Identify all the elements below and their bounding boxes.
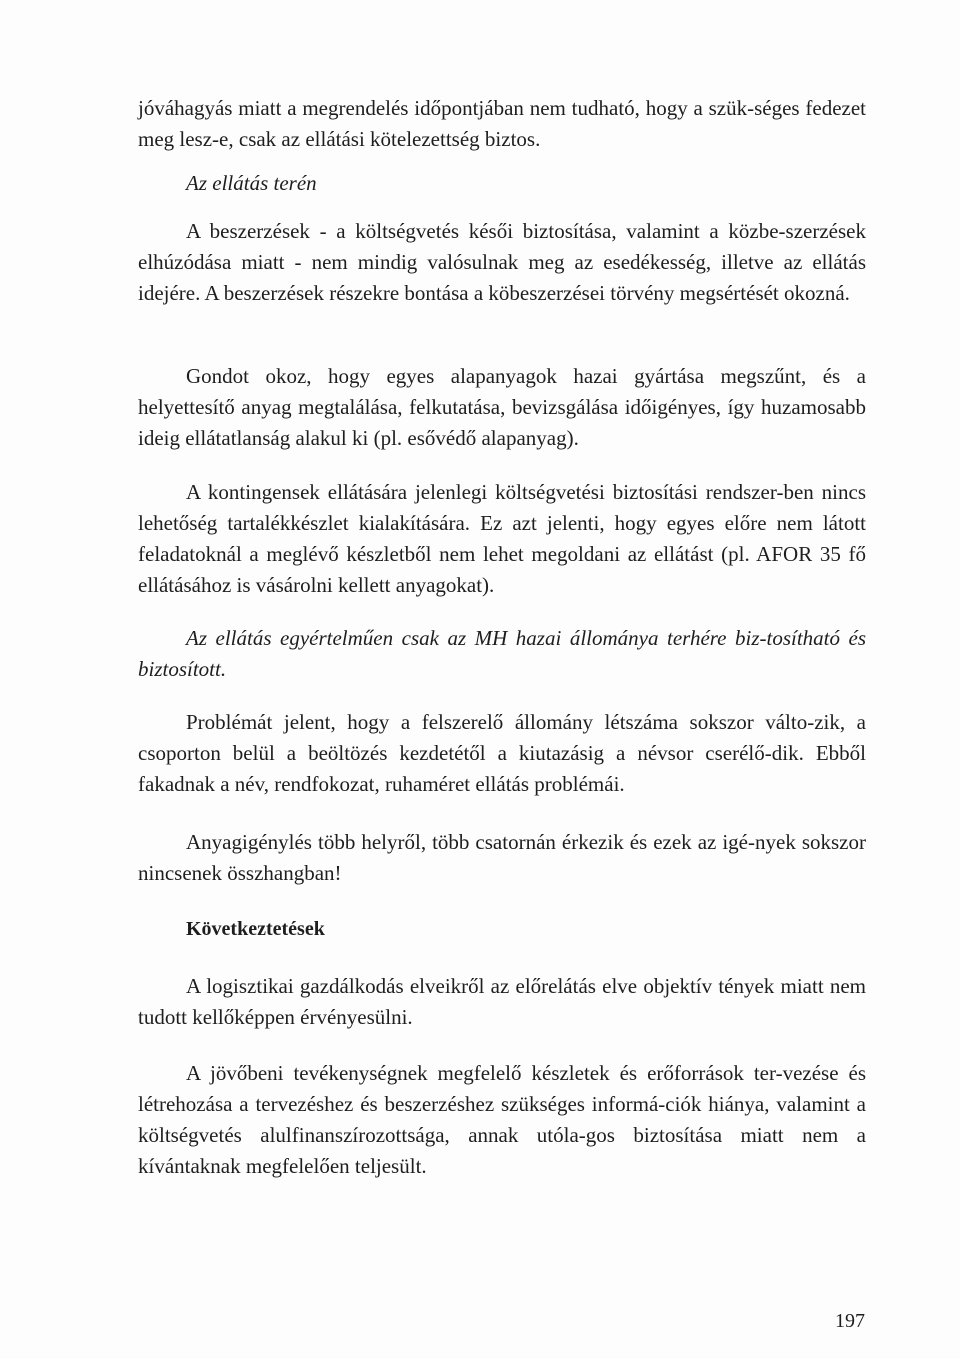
paragraph-raw-materials: Gondot okoz, hogy egyes alapanyagok hazai gyártása megszűnt, és a helyettesítő anyag megtalálása, felkutatása, bevizsgálása időigényes, így huzamosabb ideig ellátatlanság alakul ki (pl. esővédő alapanyag). [138,364,866,450]
paragraph-contingents: A kontingensek ellátására jelenlegi költségvetési biztosítási rendszer-ben nincs lehetőség tartalékkészlet kialakítására. Ez azt jelenti, hogy egyes előre nem látott feladatoknál a meglévő készletből nem lehet megoldani az ellátást (pl. AFOR 35 fő ellátásához is vásárolni kellett anyagokat). [138,480,866,597]
paragraph-requisitions: Anyagigénylés több helyről, több csatornán érkezik és ezek az igé-nyek sokszor nincsenek összhangban! [138,830,866,885]
paragraph-future-planning: A jövőbeni tevékenységnek megfelelő készletek és erőforrások ter-vezése és létrehozása a tervezéshez és beszerzéshez szükséges informá-ciók hiánya, valamint a költségvetés alulfinanszírozottsága, annak utóla-gos biztosítása miatt nem a kívántaknak megfelelően teljesült. [138,1061,866,1178]
paragraph-approval: jóváhagyás miatt a megrendelés időpontjában nem tudható, hogy a szük-séges fedezet meg lesz-e, csak az ellátási kötelezettség biztos. [138,96,866,151]
paragraph-logistics-principles: A logisztikai gazdálkodás elveikről az előrelátás elve objektív tények miatt nem tudott kellőképpen érvényesülni. [138,974,866,1029]
paragraph-procurement: A beszerzések - a költségvetés késői biztosítása, valamint a közbe-szerzések elhúzódása miatt - nem mindig valósulnak meg az esedékesség, illetve az ellátás idejére. A beszerzések részekre bontása a köbeszerzései törvény megsértését okozná. [138,219,866,305]
paragraph-staffing-problem: Problémát jelent, hogy a felszerelő állomány létszáma sokszor válto-zik, a csoporton belül a beöltözés kezdetétől a kiutazásig a névsor cserélő-dik. Ebből fakadnak a név, rendfokozat, ruhaméret ellátás problémái. [138,710,866,796]
paragraph-supply-statement: Az ellátás egyértelműen csak az MH hazai állománya terhére biz-tosítható és biztosított. [138,626,866,681]
page-number: 197 [835,1310,865,1332]
section-heading-conclusions: Következtetések [186,918,325,940]
section-heading-supply: Az ellátás terén [186,171,317,195]
